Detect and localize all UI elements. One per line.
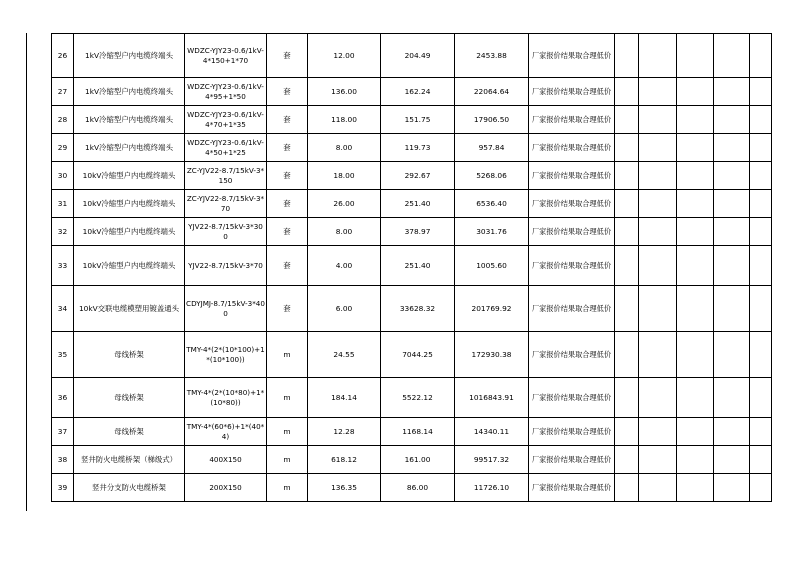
empty-cell	[750, 378, 772, 418]
empty-cell	[639, 378, 677, 418]
cell-unit: m	[267, 378, 308, 418]
table-row	[52, 418, 772, 446]
empty-cell	[714, 332, 750, 378]
cell-seq: 26	[52, 34, 74, 78]
cell-note: 厂家报价结果取合理低价	[529, 162, 615, 190]
empty-cell	[677, 474, 714, 502]
cell-name: 10kV交联电缆模塑用镀盖通头	[74, 286, 185, 332]
cell-name: 竖井分支防火电缆桥架	[74, 474, 185, 502]
cell-unit: 套	[267, 190, 308, 218]
cell-total: 3031.76	[455, 218, 529, 246]
cell-note: 厂家报价结果取合理低价	[529, 218, 615, 246]
cell-spec: YJV22-8.7/15kV-3*300	[185, 218, 267, 246]
cell-unit: 套	[267, 34, 308, 78]
cell-name: 1kV冷缩型户内电缆终端头	[74, 34, 185, 78]
cell-note: 厂家报价结果取合理低价	[529, 34, 615, 78]
cell-price: 161.00	[381, 446, 455, 474]
empty-cell	[639, 418, 677, 446]
cell-seq: 30	[52, 162, 74, 190]
empty-cell	[714, 246, 750, 286]
table-row	[52, 332, 772, 378]
cell-unit: m	[267, 418, 308, 446]
cell-total: 14340.11	[455, 418, 529, 446]
cell-spec: CDYJMJ-8.7/15kV-3*400	[185, 286, 267, 332]
cell-seq: 31	[52, 190, 74, 218]
empty-cell	[639, 106, 677, 134]
cell-seq: 37	[52, 418, 74, 446]
empty-cell	[714, 446, 750, 474]
cell-spec: WDZC-YJY23-0.6/1kV-4*95+1*50	[185, 78, 267, 106]
cell-qty: 136.35	[308, 474, 381, 502]
empty-cell	[677, 218, 714, 246]
empty-cell	[750, 332, 772, 378]
cell-qty: 6.00	[308, 286, 381, 332]
empty-cell	[639, 190, 677, 218]
cell-seq: 34	[52, 286, 74, 332]
cell-note: 厂家报价结果取合理低价	[529, 332, 615, 378]
cell-name: 母线桥架	[74, 378, 185, 418]
cell-total: 5268.06	[455, 162, 529, 190]
table-row	[52, 78, 772, 106]
empty-cell	[714, 474, 750, 502]
cell-price: 119.73	[381, 134, 455, 162]
cell-unit: 套	[267, 218, 308, 246]
empty-cell	[615, 162, 639, 190]
cell-seq: 38	[52, 446, 74, 474]
cell-spec: ZC-YJV22-8.7/15kV-3*70	[185, 190, 267, 218]
empty-cell	[639, 332, 677, 378]
empty-cell	[750, 446, 772, 474]
cell-price: 378.97	[381, 218, 455, 246]
cell-seq: 39	[52, 474, 74, 502]
cell-spec: WDZC-YJY23-0.6/1kV-4*150+1*70	[185, 34, 267, 78]
cell-qty: 24.55	[308, 332, 381, 378]
cell-note: 厂家报价结果取合理低价	[529, 190, 615, 218]
cell-qty: 8.00	[308, 218, 381, 246]
empty-cell	[677, 106, 714, 134]
empty-cell	[677, 162, 714, 190]
empty-cell	[677, 378, 714, 418]
empty-cell	[677, 286, 714, 332]
empty-cell	[615, 418, 639, 446]
empty-cell	[714, 106, 750, 134]
empty-cell	[750, 34, 772, 78]
table-row	[52, 162, 772, 190]
empty-cell	[750, 246, 772, 286]
empty-cell	[714, 378, 750, 418]
cell-unit: 套	[267, 78, 308, 106]
table-row	[52, 106, 772, 134]
empty-cell	[714, 34, 750, 78]
cell-spec: WDZC-YJY23-0.6/1kV-4*70+1*35	[185, 106, 267, 134]
cell-total: 201769.92	[455, 286, 529, 332]
cell-price: 7044.25	[381, 332, 455, 378]
empty-cell	[615, 134, 639, 162]
cell-price: 204.49	[381, 34, 455, 78]
cell-note: 厂家报价结果取合理低价	[529, 418, 615, 446]
cell-name: 10kV冷缩型户内电缆终端头	[74, 162, 185, 190]
cell-qty: 12.00	[308, 34, 381, 78]
empty-cell	[615, 378, 639, 418]
cell-price: 251.40	[381, 190, 455, 218]
empty-cell	[615, 286, 639, 332]
cell-seq: 32	[52, 218, 74, 246]
cell-name: 1kV冷缩型户内电缆终端头	[74, 134, 185, 162]
empty-cell	[615, 218, 639, 246]
cell-total: 1005.60	[455, 246, 529, 286]
cell-unit: m	[267, 332, 308, 378]
cell-total: 2453.88	[455, 34, 529, 78]
empty-cell	[714, 190, 750, 218]
cell-total: 99517.32	[455, 446, 529, 474]
empty-cell	[714, 78, 750, 106]
cell-spec: WDZC-YJY23-0.6/1kV-4*50+1*25	[185, 134, 267, 162]
cell-qty: 618.12	[308, 446, 381, 474]
table-row	[52, 246, 772, 286]
empty-cell	[750, 418, 772, 446]
empty-cell	[677, 134, 714, 162]
cell-qty: 18.00	[308, 162, 381, 190]
table-row	[52, 286, 772, 332]
cell-note: 厂家报价结果取合理低价	[529, 106, 615, 134]
empty-cell	[750, 78, 772, 106]
cell-name: 10kV冷缩型户内电缆终端头	[74, 218, 185, 246]
cell-name: 1kV冷缩型户内电缆终端头	[74, 106, 185, 134]
cell-price: 251.40	[381, 246, 455, 286]
empty-cell	[677, 190, 714, 218]
empty-cell	[639, 218, 677, 246]
table-row	[52, 190, 772, 218]
cell-price: 151.75	[381, 106, 455, 134]
table-row	[52, 378, 772, 418]
empty-cell	[677, 78, 714, 106]
empty-cell	[615, 246, 639, 286]
empty-cell	[750, 106, 772, 134]
cell-unit: 套	[267, 134, 308, 162]
cell-qty: 136.00	[308, 78, 381, 106]
cell-spec: TMY-4*(60*6)+1*(40*4)	[185, 418, 267, 446]
cell-total: 17906.50	[455, 106, 529, 134]
empty-cell	[639, 474, 677, 502]
cell-seq: 28	[52, 106, 74, 134]
empty-cell	[750, 190, 772, 218]
cell-spec: 400X150	[185, 446, 267, 474]
empty-cell	[639, 162, 677, 190]
table-row	[52, 446, 772, 474]
empty-cell	[750, 474, 772, 502]
cell-qty: 184.14	[308, 378, 381, 418]
empty-cell	[615, 190, 639, 218]
cell-unit: 套	[267, 162, 308, 190]
cell-seq: 36	[52, 378, 74, 418]
empty-cell	[639, 246, 677, 286]
left-margin-line	[26, 33, 27, 511]
cell-note: 厂家报价结果取合理低价	[529, 286, 615, 332]
cell-qty: 4.00	[308, 246, 381, 286]
cell-total: 1016843.91	[455, 378, 529, 418]
cell-seq: 35	[52, 332, 74, 378]
table-row	[52, 474, 772, 502]
cell-name: 1kV冷缩型户内电缆终端头	[74, 78, 185, 106]
cell-note: 厂家报价结果取合理低价	[529, 78, 615, 106]
cell-unit: 套	[267, 246, 308, 286]
empty-cell	[750, 218, 772, 246]
empty-cell	[639, 134, 677, 162]
cell-spec: TMY-4*(2*(10*80)+1*(10*80))	[185, 378, 267, 418]
empty-cell	[677, 34, 714, 78]
cell-note: 厂家报价结果取合理低价	[529, 246, 615, 286]
cell-qty: 12.28	[308, 418, 381, 446]
cell-total: 172930.38	[455, 332, 529, 378]
cell-note: 厂家报价结果取合理低价	[529, 378, 615, 418]
cell-name: 10kV冷缩型户内电缆终端头	[74, 190, 185, 218]
cell-unit: m	[267, 474, 308, 502]
empty-cell	[639, 446, 677, 474]
empty-cell	[615, 106, 639, 134]
cell-total: 22064.64	[455, 78, 529, 106]
empty-cell	[639, 286, 677, 332]
empty-cell	[714, 162, 750, 190]
empty-cell	[677, 332, 714, 378]
cell-spec: TMY-4*(2*(10*100)+1*(10*100))	[185, 332, 267, 378]
empty-cell	[677, 246, 714, 286]
empty-cell	[639, 78, 677, 106]
empty-cell	[615, 78, 639, 106]
cell-name: 10kV冷缩型户内电缆终端头	[74, 246, 185, 286]
cell-seq: 29	[52, 134, 74, 162]
cell-spec: ZC-YJV22-8.7/15kV-3*150	[185, 162, 267, 190]
cell-unit: m	[267, 446, 308, 474]
empty-cell	[615, 446, 639, 474]
price-table	[51, 33, 772, 502]
empty-cell	[750, 286, 772, 332]
table-row	[52, 34, 772, 78]
empty-cell	[750, 162, 772, 190]
cell-name: 竖井防火电缆桥架（梯级式）	[74, 446, 185, 474]
cell-price: 33628.32	[381, 286, 455, 332]
empty-cell	[750, 134, 772, 162]
empty-cell	[714, 134, 750, 162]
empty-cell	[639, 34, 677, 78]
cell-total: 11726.10	[455, 474, 529, 502]
cell-price: 5522.12	[381, 378, 455, 418]
cell-seq: 27	[52, 78, 74, 106]
cell-spec: 200X150	[185, 474, 267, 502]
empty-cell	[615, 332, 639, 378]
cell-name: 母线桥架	[74, 332, 185, 378]
cell-unit: 套	[267, 286, 308, 332]
cell-price: 162.24	[381, 78, 455, 106]
cell-qty: 118.00	[308, 106, 381, 134]
cell-seq: 33	[52, 246, 74, 286]
empty-cell	[677, 418, 714, 446]
cell-note: 厂家报价结果取合理低价	[529, 474, 615, 502]
cell-price: 86.00	[381, 474, 455, 502]
empty-cell	[714, 218, 750, 246]
empty-cell	[615, 34, 639, 78]
cell-price: 1168.14	[381, 418, 455, 446]
cell-spec: YJV22-8.7/15kV-3*70	[185, 246, 267, 286]
empty-cell	[677, 446, 714, 474]
cell-price: 292.67	[381, 162, 455, 190]
cell-total: 957.84	[455, 134, 529, 162]
cell-unit: 套	[267, 106, 308, 134]
cell-name: 母线桥架	[74, 418, 185, 446]
cell-total: 6536.40	[455, 190, 529, 218]
empty-cell	[615, 474, 639, 502]
empty-cell	[714, 418, 750, 446]
table-row	[52, 218, 772, 246]
table-row	[52, 134, 772, 162]
cell-qty: 8.00	[308, 134, 381, 162]
cell-qty: 26.00	[308, 190, 381, 218]
cell-note: 厂家报价结果取合理低价	[529, 446, 615, 474]
empty-cell	[714, 286, 750, 332]
cell-note: 厂家报价结果取合理低价	[529, 134, 615, 162]
